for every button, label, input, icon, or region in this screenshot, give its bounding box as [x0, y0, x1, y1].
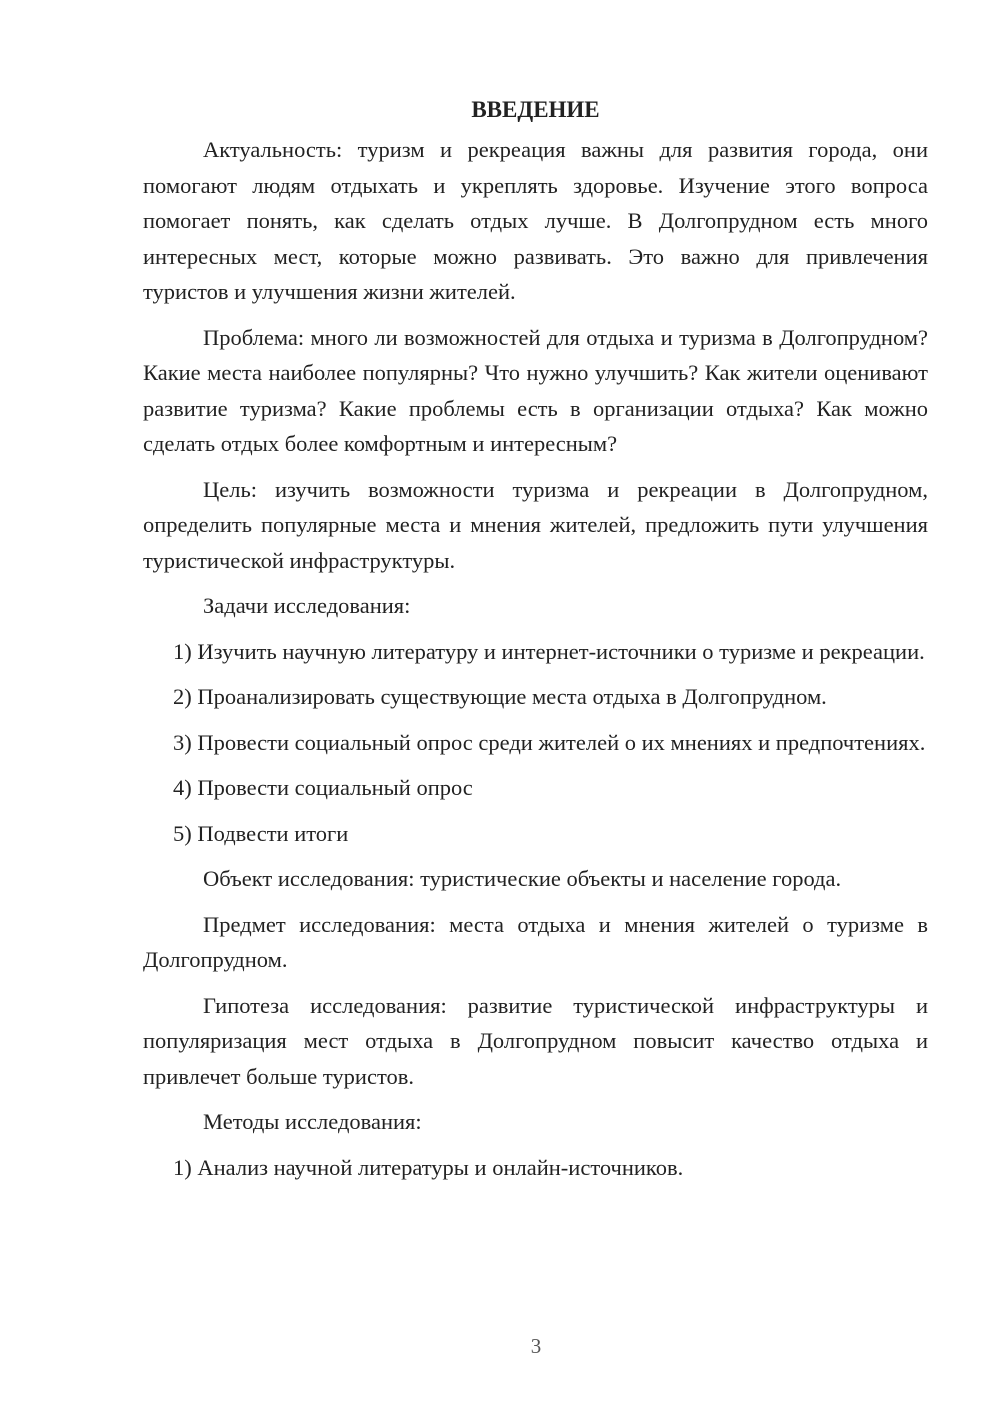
task-item-3: 3) Провести социальный опрос среди жителей о их мнениях и предпочтениях. [173, 729, 926, 755]
page-number: 3 [530, 1334, 542, 1358]
goal-paragraph: Цель: изучить возможности туризма и рекреации в Долгопрудном, определить популярные места и мнения жителей, предложить пути улучшения туристической инфраструктуры. [143, 476, 928, 573]
tasks-heading: Задачи исследования: [203, 593, 411, 618]
hypothesis-paragraph: Гипотеза исследования: развитие туристической инфраструктуры и популяризация мест отдыха в Долгопрудном повысит качество отдыха и привлечет больше туристов. [143, 992, 928, 1089]
relevance-paragraph: Актуальность: туризм и рекреация важны для развития города, они помогают людям отдыхать и укреплять здоровье. Изучение этого вопроса помогает понять, как сделать отдых лучше. В Долгопрудном есть много интересных мест, которые можно развивать. Это важно для привлечения туристов и улучшения жизни жителей. [143, 137, 928, 304]
problem-paragraph: Проблема: много ли возможностей для отдыха и туризма в Долгопрудном? Какие места наиболее популярны? Что нужно улучшить? Как жители оценивают развитие туризма? Какие проблемы есть в организации отдыха? Как можно сделать отдых более комфортным и интересным? [143, 324, 928, 456]
subject-paragraph: Предмет исследования: места отдыха и мнения жителей о туризме в Долгопрудном. [143, 911, 928, 972]
page-content [143, 92, 928, 1195]
method-item-1: 1) Анализ научной литературы и онлайн-источников. [173, 1154, 684, 1180]
task-item-5: 5) Подвести итоги [173, 820, 349, 846]
task-item-4: 4) Провести социальный опрос [173, 775, 473, 800]
methods-heading: Методы исследования: [203, 1109, 422, 1134]
task-item-2: 2) Проанализировать существующие места отдыха в Долгопрудном. [173, 684, 827, 709]
section-title: ВВЕДЕНИЕ [471, 97, 600, 122]
task-item-1: 1) Изучить научную литературу и интернет-источники о туризме и рекреации. [173, 638, 925, 664]
object-paragraph: Объект исследования: туристические объекты и население города. [203, 866, 842, 891]
